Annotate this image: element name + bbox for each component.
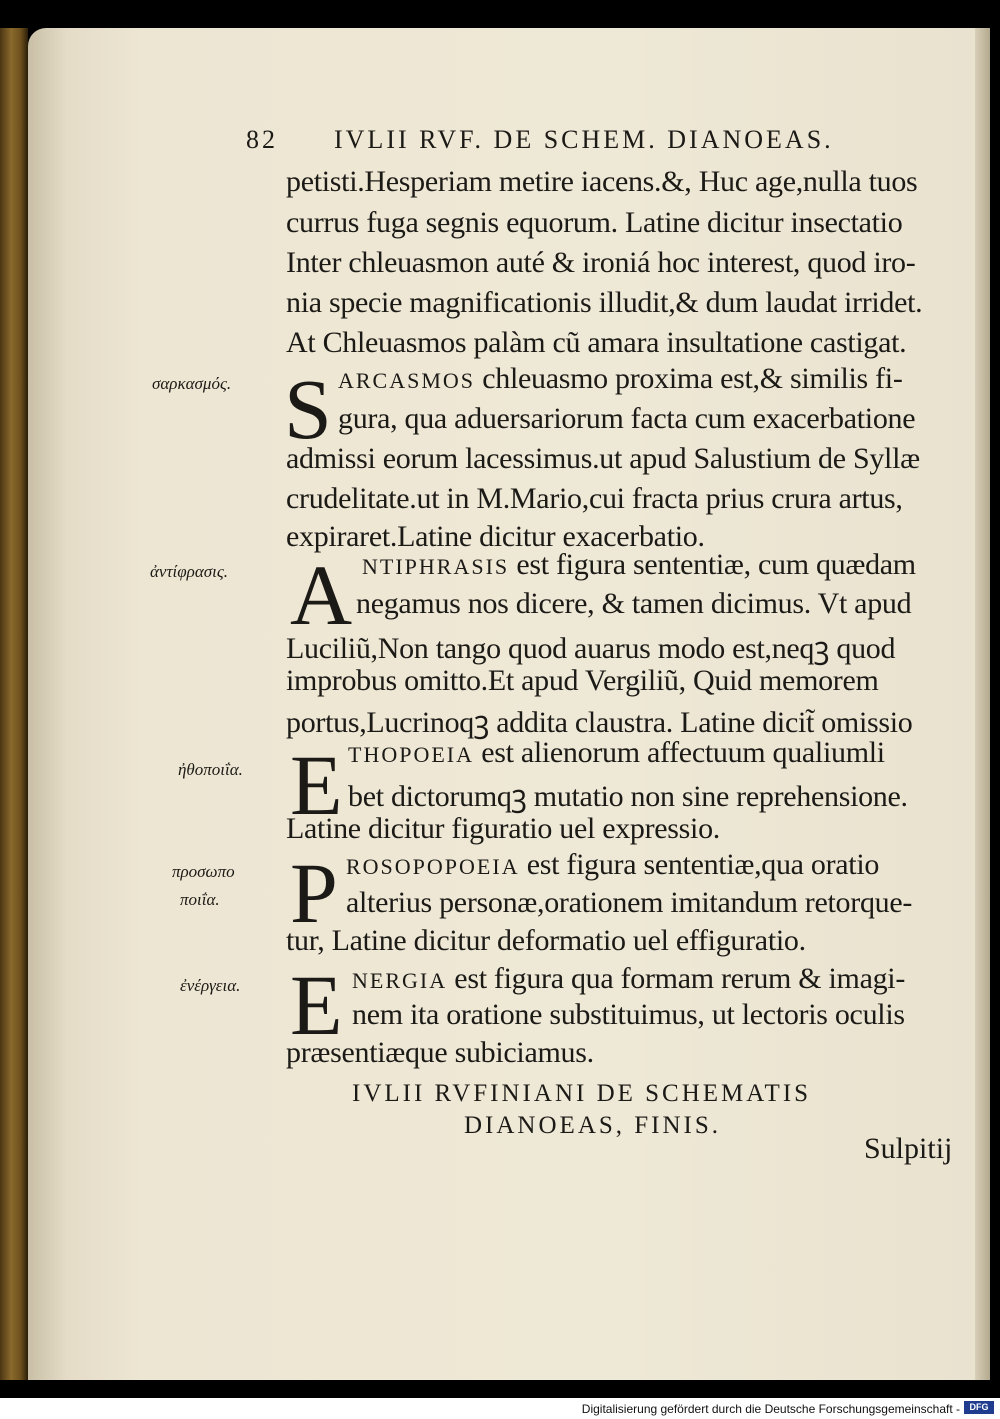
section-line: crudelitate.ut in M.Mario,cui fracta prius crura artus,	[286, 482, 903, 515]
section-line: est figura qua formam rerum & imagi-	[447, 962, 906, 995]
section-first-line	[352, 962, 905, 996]
drop-cap: E	[290, 737, 343, 833]
section-keyword: ROSOPOPOEIA	[346, 854, 520, 879]
section-keyword: THOPOEIA	[348, 742, 474, 767]
running-head: IVLII RVF. DE SCHEM. DIANOEAS.	[334, 125, 834, 154]
section-first-line	[362, 548, 916, 582]
colophon-line-2: DIANOEAS, FINIS.	[464, 1112, 722, 1139]
section-line: gura, qua aduersariorum facta cum exacerbatione	[338, 402, 916, 435]
body-line: petisti.Hesperiam metire iacens.&, Huc age,nulla tuos	[286, 165, 918, 198]
margin-note-sarcasmos: σαρκασμός.	[152, 374, 232, 393]
drop-cap: E	[290, 957, 343, 1053]
section-line: Latine dicitur figuratio uel expressio.	[286, 812, 720, 845]
body-line: Inter chleuasmon auté & ironiá hoc interest, quod iro-	[286, 246, 916, 279]
section-line: negamus nos dicere, & tamen dicimus. Vt apud	[356, 587, 912, 620]
digitization-footer	[0, 1398, 1000, 1419]
section-keyword: NERGIA	[352, 968, 448, 993]
drop-cap: A	[290, 547, 353, 643]
body-line: At Chleuasmos palàm cũ amara insultatione castigat.	[286, 326, 907, 359]
section-line: est figura sententiæ, cum quædam	[509, 548, 916, 581]
section-line: bet dictorumqꝫ mutatio non sine reprehensione.	[348, 780, 908, 813]
margin-note-prosopopoeia-1: προσωπο	[172, 862, 235, 881]
page-number: 82	[246, 125, 278, 154]
dfg-logo-icon: DFG	[964, 1401, 994, 1414]
section-line: improbus omitto.Et apud Vergiliũ, Quid memorem	[286, 664, 879, 697]
section-first-line	[346, 848, 879, 882]
section-line: est figura sententiæ,qua oratio	[519, 848, 880, 881]
section-keyword: NTIPHRASIS	[362, 554, 510, 579]
section-line: admissi eorum lacessimus.ut apud Salustium de Syllæ	[286, 442, 920, 475]
section-line: expiraret.Latine dicitur exacerbatio.	[286, 520, 705, 553]
catchword: Sulpitij	[864, 1132, 953, 1165]
drop-cap: P	[290, 845, 338, 941]
body-line: currus fuga segnis equorum. Latine dicitur insectatio	[286, 206, 903, 239]
section-line: nem ita oratione substituimus, ut lectoris oculis	[352, 998, 905, 1031]
drop-cap: S	[284, 361, 332, 457]
margin-note-energia: ἐνέργεια.	[180, 976, 241, 995]
section-line: tur, Latine dicitur deformatio uel effiguratio.	[286, 924, 806, 957]
section-line: alterius personæ,orationem imitandum retorque-	[346, 886, 913, 919]
book-spine	[0, 28, 28, 1380]
section-line: Luciliũ,Non tango quod auarus modo est,neqꝫ quod	[286, 632, 896, 665]
section-keyword: ARCASMOS	[338, 368, 476, 393]
section-first-line	[348, 736, 885, 770]
footer-text: Digitalisierung gefördert durch die Deutsche Forschungsgemeinschaft -	[581, 1402, 960, 1416]
section-first-line	[338, 362, 903, 396]
margin-note-antiphrasis: ἀντίφρασις.	[150, 562, 229, 581]
section-line: portus,Lucrinoqꝫ addita claustra. Latine dicit̃ omissio	[286, 706, 913, 739]
section-line: est alienorum affectuum qualiumli	[474, 736, 885, 769]
body-line: nia specie magnificationis illudit,& dum laudat irridet.	[286, 286, 923, 319]
page-edge	[975, 28, 990, 1380]
colophon-line-1: IVLII RVFINIANI DE SCHEMATIS	[352, 1080, 812, 1107]
section-line: chleuasmo proxima est,& similis fi-	[475, 362, 903, 395]
margin-note-ethopoeia: ἠθοποιΐα.	[178, 760, 243, 779]
margin-note-prosopopoeia-2: ποιΐα.	[180, 890, 220, 909]
section-line: præsentiæque subiciamus.	[286, 1036, 594, 1069]
